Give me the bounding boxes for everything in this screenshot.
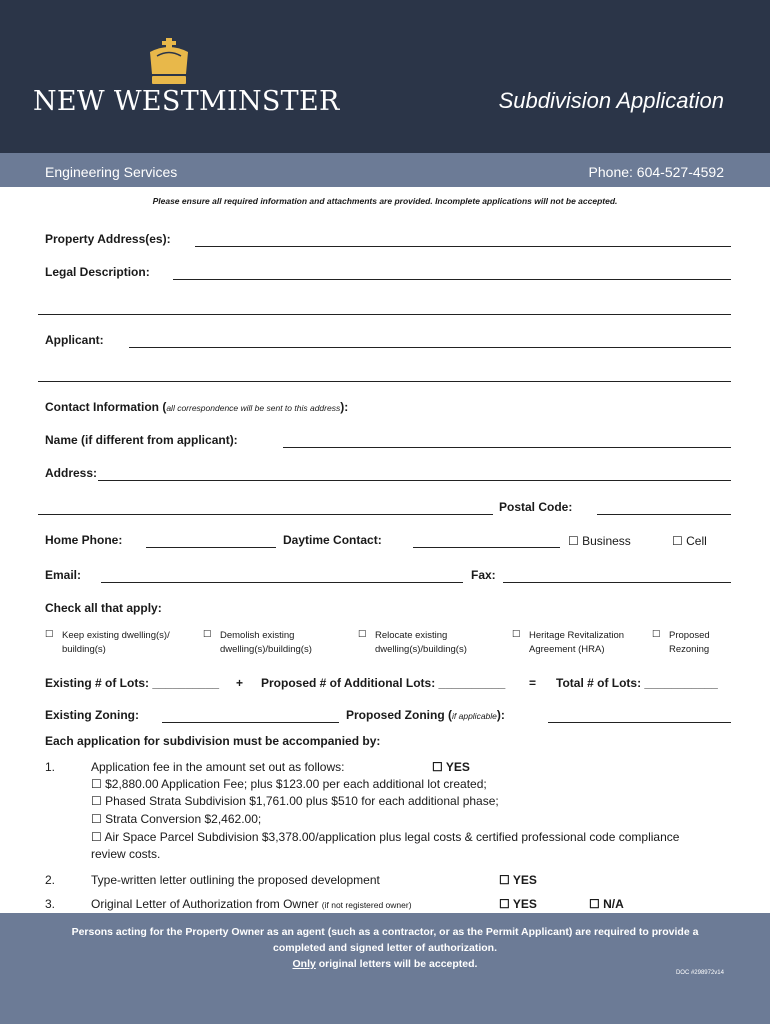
contact-info-label: Contact Information (all correspondence will be sent to this address):: [45, 400, 349, 414]
postal-code-field[interactable]: [597, 514, 731, 515]
checkbox-icon: ☐: [512, 629, 521, 640]
footer-line-3: Only original letters will be accepted.: [292, 958, 478, 970]
item-1-yes-checkbox[interactable]: ☐ YES: [432, 760, 470, 774]
proposed-zoning-label: Proposed Zoning (if applicable):: [346, 708, 505, 722]
email-field[interactable]: [101, 582, 463, 583]
name-label: Name (if different from applicant):: [45, 433, 238, 447]
contact-info-note: all correspondence will be sent to this address: [166, 403, 341, 413]
name-field[interactable]: [283, 447, 731, 448]
option-demolish-existing[interactable]: ☐ Demolish existing dwelling(s)/building(s): [203, 629, 312, 655]
doc-code: DOC #298972v14: [675, 970, 724, 976]
email-label: Email:: [45, 568, 82, 582]
legal-description-label: Legal Description:: [45, 265, 150, 279]
item-3-number: 3.: [45, 897, 56, 911]
item-1-text: Application fee in the amount set out as follows:: [91, 760, 345, 774]
fax-label: Fax:: [471, 568, 496, 582]
phone-label: Phone: 604-527-4592: [588, 164, 724, 180]
daytime-contact-field[interactable]: [413, 547, 560, 548]
applicant-label: Applicant:: [45, 333, 104, 347]
checkbox-icon: ☐: [652, 629, 661, 640]
footer-line-2: completed and signed letter of authorization.: [272, 942, 498, 954]
property-address-label: Property Address(es):: [45, 232, 171, 246]
legal-description-field[interactable]: [173, 279, 731, 280]
option-proposed-rezoning[interactable]: ☐ Proposed Rezoning: [652, 629, 710, 655]
checkbox-icon: ☐: [203, 629, 212, 640]
item-3-note: (if not registered owner): [321, 900, 412, 910]
option-heritage-revitalization[interactable]: ☐ Heritage Revitalization Agreement (HRA): [512, 629, 625, 655]
proposed-lots-field[interactable]: Proposed # of Additional Lots: __________: [261, 676, 506, 690]
item-3-na-checkbox[interactable]: ☐ N/A: [589, 897, 624, 911]
daytime-contact-label: Daytime Contact:: [283, 533, 382, 547]
checkbox-icon: ☐: [672, 534, 683, 548]
checkbox-icon: ☐: [499, 873, 510, 887]
org-name: NEW WESTMINSTER: [33, 86, 340, 117]
existing-zoning-field[interactable]: [162, 722, 339, 723]
checkbox-icon: ☐: [589, 897, 600, 911]
address-label: Address:: [45, 466, 98, 480]
item-2-yes-checkbox[interactable]: ☐ YES: [499, 873, 537, 887]
item-1-number: 1.: [45, 760, 56, 774]
checkbox-icon: ☐: [91, 830, 102, 844]
checkbox-icon: ☐: [432, 760, 443, 774]
cell-option[interactable]: ☐ Cell: [672, 534, 707, 548]
check-all-title: Check all that apply:: [45, 601, 162, 615]
proposed-zoning-note: if applicable: [452, 711, 497, 721]
plus-sign: +: [236, 676, 244, 690]
checkbox-icon: ☐: [91, 794, 102, 808]
postal-code-label: Postal Code:: [499, 500, 573, 514]
option-keep-existing[interactable]: ☐ Keep existing dwelling(s)/ building(s): [45, 629, 170, 655]
legal-description-field-2[interactable]: [38, 314, 731, 315]
fee-option-4[interactable]: ☐ Air Space Parcel Subdivision $3,378.00/application plus legal costs & certified professional code compliance: [91, 830, 680, 844]
requirements-title: Each application for subdivision must be accompanied by:: [45, 734, 381, 748]
checkbox-icon: ☐: [358, 629, 367, 640]
checkbox-icon: ☐: [499, 897, 510, 911]
item-2-text: Type-written letter outlining the proposed development: [91, 873, 380, 887]
fee-option-2[interactable]: ☐ Phased Strata Subdivision $1,761.00 plus $510 for each additional phase;: [91, 794, 499, 808]
item-3-yes-checkbox[interactable]: ☐ YES: [499, 897, 537, 911]
existing-zoning-label: Existing Zoning:: [45, 708, 139, 722]
checkbox-icon: ☐: [45, 629, 54, 640]
option-relocate-existing[interactable]: ☐ Relocate existing dwelling(s)/building(s): [358, 629, 467, 655]
applicant-field-2[interactable]: [38, 381, 731, 382]
checkbox-icon: ☐: [91, 812, 102, 826]
header-banner: [0, 0, 770, 153]
address-field-2[interactable]: [38, 514, 493, 515]
applicant-field[interactable]: [129, 347, 731, 348]
crown-icon: [148, 38, 190, 86]
department-label: Engineering Services: [45, 164, 178, 180]
equals-sign: =: [529, 676, 537, 690]
business-option[interactable]: ☐ Business: [568, 534, 631, 548]
address-field[interactable]: [98, 480, 731, 481]
existing-lots-field[interactable]: Existing # of Lots: __________: [45, 676, 220, 690]
home-phone-field[interactable]: [146, 547, 276, 548]
footer-line-1: Persons acting for the Property Owner as an agent (such as a contractor, or as the Permit Applicant) are required to provide a: [71, 926, 699, 938]
item-3-text: Original Letter of Authorization from Owner (if not registered owner): [91, 897, 412, 911]
checkbox-icon: ☐: [568, 534, 579, 548]
property-address-field[interactable]: [195, 246, 731, 247]
fee-option-1[interactable]: ☐ $2,880.00 Application Fee; plus $123.00 per each additional lot created;: [91, 777, 487, 791]
fee-option-4-cont: review costs.: [91, 847, 161, 861]
proposed-zoning-field[interactable]: [548, 722, 731, 723]
item-2-number: 2.: [45, 873, 56, 887]
form-title: Subdivision Application: [498, 88, 724, 113]
home-phone-label: Home Phone:: [45, 533, 123, 547]
checkbox-icon: ☐: [91, 777, 102, 791]
notice-text: Please ensure all required information and attachments are provided. Incomplete applications will not be accepted.: [152, 196, 618, 206]
fee-option-3[interactable]: ☐ Strata Conversion $2,462.00;: [91, 812, 262, 826]
total-lots-field[interactable]: Total # of Lots: ___________: [556, 676, 718, 690]
fax-field[interactable]: [503, 582, 731, 583]
